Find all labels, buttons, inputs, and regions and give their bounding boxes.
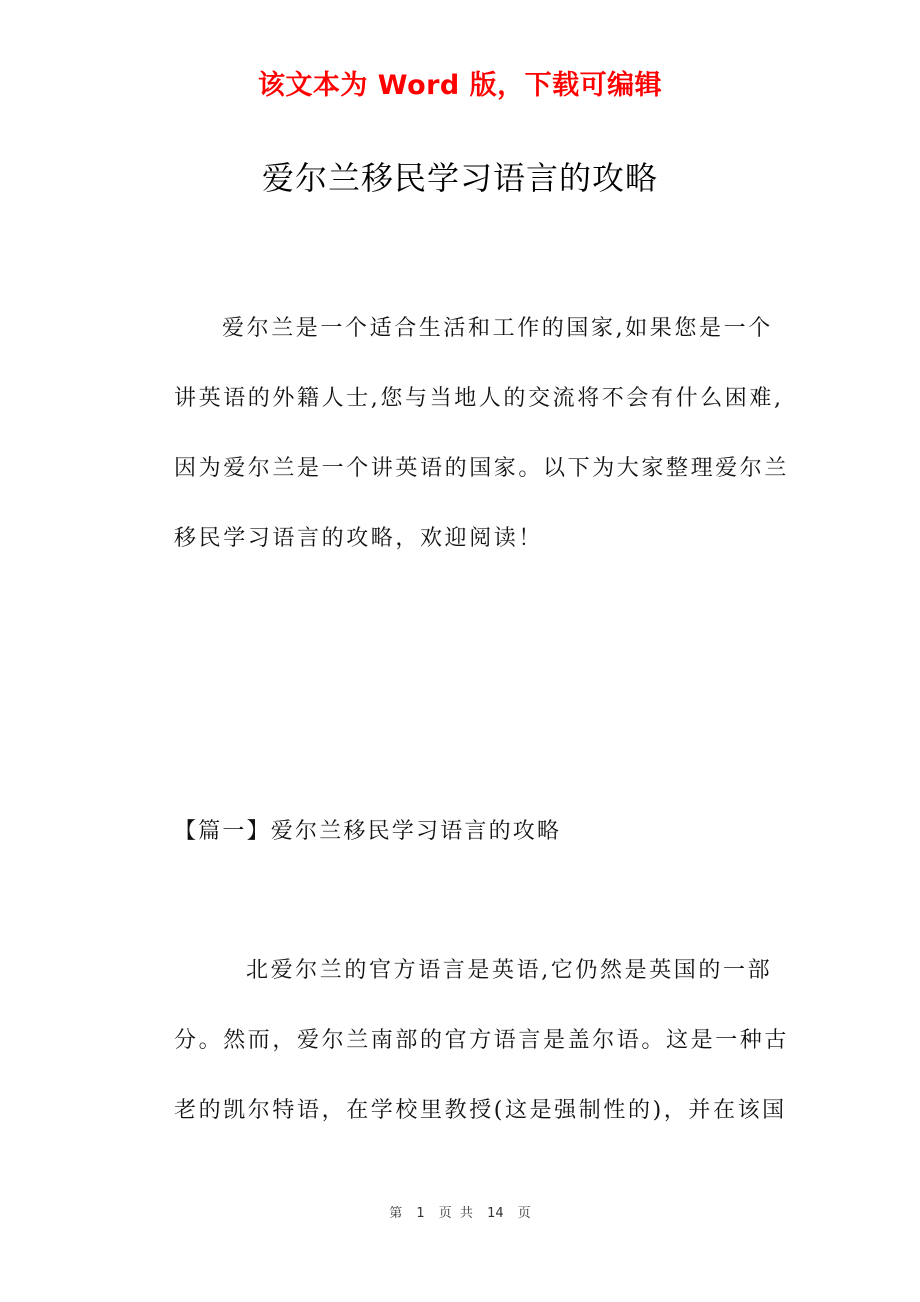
word-version-banner: 该文本为 Word 版，下载可编辑	[257, 70, 663, 101]
intro-line: 因为爱尔兰是一个讲英语的国家。以下为大家整理爱尔兰	[174, 456, 790, 481]
page-label-mid: 页 共	[438, 1206, 473, 1221]
section1-line: 分。然而，爱尔兰南部的官方语言是盖尔语。这是一种古	[174, 1028, 790, 1053]
intro-line: 讲英语的外籍人士,您与当地人的交流将不会有什么困难,	[174, 386, 784, 411]
intro-line: 爱尔兰是一个适合生活和工作的国家,如果您是一个	[222, 316, 773, 341]
total-pages: 14	[487, 1206, 504, 1221]
document-title: 爱尔兰移民学习语言的攻略	[261, 159, 658, 197]
section-heading: 【篇一】爱尔兰移民学习语言的攻略	[174, 819, 562, 844]
intro-line: 移民学习语言的攻略，欢迎阅读！	[174, 526, 544, 551]
page-number: 1	[416, 1206, 425, 1221]
page-footer	[0, 1204, 920, 1224]
section1-paragraph	[174, 951, 790, 1161]
page-label-suffix: 页	[517, 1206, 531, 1221]
page-label-prefix: 第	[389, 1206, 403, 1221]
section1-line: 北爱尔兰的官方语言是英语,它仍然是英国的一部	[246, 958, 773, 983]
intro-paragraph	[174, 309, 790, 589]
section1-line: 老的凯尔特语，在学校里教授(这是强制性的)，并在该国	[174, 1098, 787, 1123]
